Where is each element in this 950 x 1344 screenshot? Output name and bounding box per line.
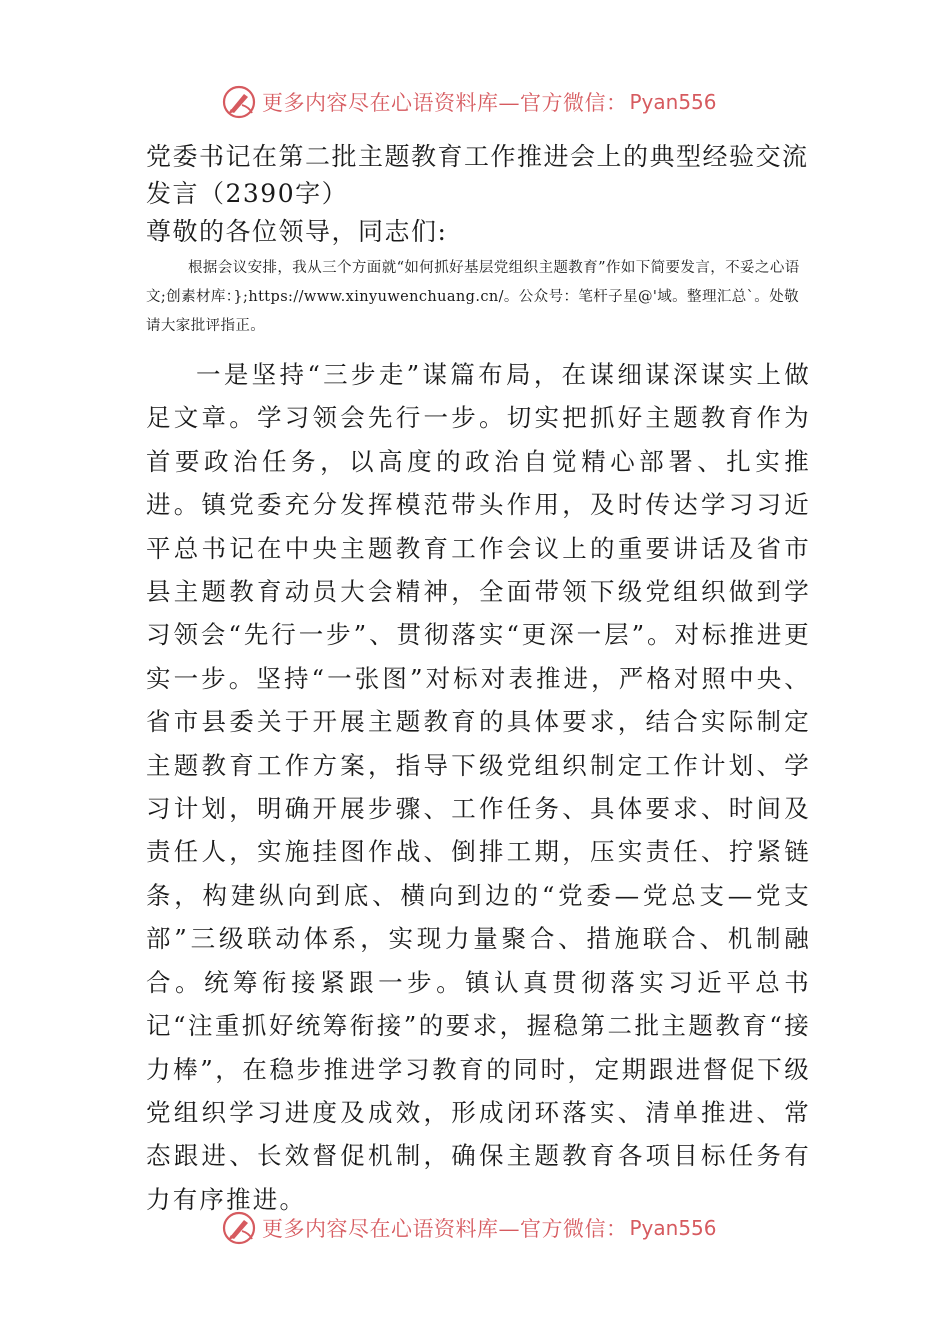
body-paragraph: 一是坚持“三步走”谋篇布局，在谋细谋深谋实上做足文章。学习领会先行一步。切实把抓好主题教育作为首要政治任务，以高度的政治自觉精心部署、扎实推进。镇党委充分发挥模范带头作用，及时传达学习习近平总书记在中央主题教育工作会议上的重要讲话及省市县主题教育动员大会精神，全面带领下级党组织做到学习领会“先行一步”、贯彻落实“更深一层”。对标推进更实一步。坚持“一张图”对标对表推进，严格对照中央、省市县委关于开展主题教育的具体要求，结合实际制定主题教育工作方案，指导下级党组织制定工作计划、学习计划，明确开展步骤、工作任务、具体要求、时间及责任人，实施挂图作战、倒排工期，压实责任、拧紧链条，构建纵向到底、横向到边的“党委—党总支—党支部”三级联动体系，实现力量聚合、措施联合、机制融合。统筹衔接紧跟一步。镇认真贯彻落实习近平总书记“注重抓好统筹衔接”的要求，握稳第二批主题教育“接力棒”，在稳步推进学习教育的同时，定期跟进督促下级党组织学习进度及成效，形成闭环落实、清单推进、常态跟进、长效督促机制，确保主题教育各项目标任务有力有序推进。 bbox=[146, 360, 811, 1214]
salutation: 尊敬的各位领导，同志们: bbox=[146, 217, 448, 246]
header-banner bbox=[222, 82, 742, 122]
document-body bbox=[146, 138, 811, 1221]
banner-wechat-id: Pyan556 bbox=[629, 90, 717, 114]
pen-logo-icon bbox=[222, 1211, 256, 1245]
pen-logo-icon bbox=[222, 85, 256, 119]
document-title: 党委书记在第二批主题教育工作推进会上的典型经验交流发言（2390字） bbox=[146, 142, 809, 208]
banner-text: 更多内容尽在心语资料库—官方微信： bbox=[262, 1217, 628, 1241]
intro-paragraph: 根据会议安排，我从三个方面就“如何抓好基层党组织主题教育”作如下简要发言，不妥之心语文;创素材库：};https://www.xinyuwenchuang.cn/。公众号：笔杆子星@'域。整理汇总`。处敬请大家批评指正。 bbox=[146, 260, 800, 334]
footer-banner bbox=[222, 1208, 742, 1248]
banner-text: 更多内容尽在心语资料库—官方微信： bbox=[262, 91, 628, 115]
banner-wechat-id: Pyan556 bbox=[629, 1216, 717, 1240]
